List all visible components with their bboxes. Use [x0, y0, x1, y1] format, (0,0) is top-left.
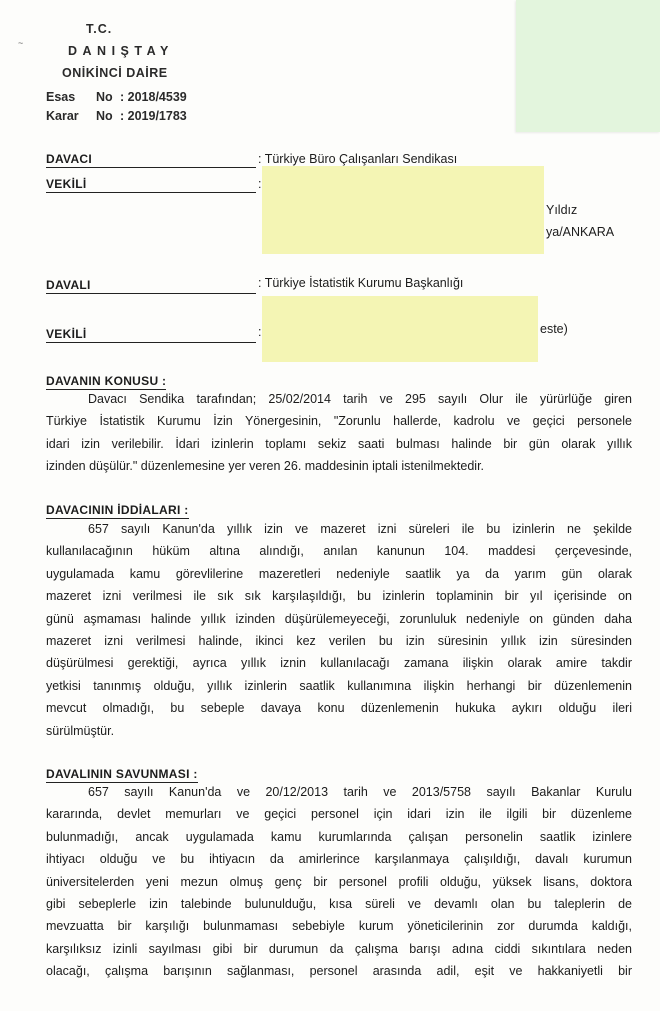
header-tc: T.C.: [86, 22, 113, 36]
body-line: uygulamada kamu görevlilerine mazeretleri nedeniyle saatlik ya da yarım gün olarak: [46, 566, 632, 581]
body-line: üniversitelerden yeni mezun olmuş genç bir personel profili olduğu, yüksek lisans, doktora: [46, 874, 632, 889]
body-line: karşılıksız izinli sayılması gibi bir durumun da çalışma barışı adına ciddi sıkıntılara neden: [46, 941, 632, 956]
body-line: Türkiye İstatistik Kurumu İzin Yönergesinin, "Zorunlu hallerde, kadrolu ve geçici personele: [46, 414, 632, 429]
body-line: Davacı Sendika tarafından; 25/02/2014 tarih ve 295 sayılı Olur ile yürürlüğe giren: [88, 392, 632, 406]
body-line: olacağı, çalışma barışının sağlanması, personel arasında adil, eşit ve hakkaniyetli bir: [46, 964, 632, 979]
vekili-label-2: VEKİLİ: [46, 327, 256, 343]
section-body-savunma: [46, 781, 632, 983]
karar-no-label: No: [96, 109, 113, 123]
body-line: kararında, devlet memurları ve geçici personel için idari izin ile ilgili bir düzenleme: [46, 807, 632, 822]
header-karar-row: [46, 109, 187, 123]
section-title-konu: DAVANIN KONUSU :: [46, 374, 167, 388]
vekili-value-1: :: [258, 177, 262, 191]
davaci-value: : Türkiye Büro Çalışanları Sendikası: [258, 152, 458, 166]
body-line: kullanılacağının hüküm altına alındığı, anılan kanunun 104. maddesi çerçevesinde,: [46, 544, 632, 559]
body-line: 657 sayılı Kanun'da yıllık izin ve mazeret izni süreleri ile bu izinlerin ne şekilde: [88, 522, 632, 536]
vekili-fragment-3: este): [540, 322, 568, 336]
vekili-label-1: VEKİLİ: [46, 177, 256, 193]
body-line: ihtiyacı olduğu ve bu ihtiyacın da amirlerince karşılanmaya çalışıldığı, davalı kurumun: [46, 852, 632, 867]
section-title-savunma: DAVALININ SAVUNMASI :: [46, 767, 198, 781]
header-department: ONİKİNCİ DAİRE: [62, 66, 168, 80]
davali-label: DAVALI: [46, 278, 256, 294]
body-line: yetkisi tanınmış olduğu, yıllık izinlerin saatlik kullanımına ilişkin herhangi bir düzenlemenin: [46, 678, 632, 693]
vekili-address-fragment-2: ya/ANKARA: [546, 225, 615, 239]
esas-no-label: No: [96, 90, 113, 104]
esas-value: : 2018/4539: [120, 90, 187, 104]
vekili-value-2: :: [258, 325, 262, 339]
header-esas-row: [46, 90, 187, 104]
karar-label: Karar: [46, 109, 79, 123]
body-line: 657 sayılı Kanun'da ve 20/12/2013 tarih ve 2013/5758 sayılı Bakanlar Kurulu: [88, 785, 632, 799]
karar-value: : 2019/1783: [120, 109, 187, 123]
body-line: izinden düşülür." düzenlemesine yer veren 26. maddesinin iptali istenilmektedir.: [46, 459, 485, 474]
vekili-address-fragment-1: Yıldız: [546, 203, 578, 217]
body-line: bulunmadığı, ancak uygulamada kamu kurumlarında çalışan personelin saatlik izinlere: [46, 829, 632, 844]
body-line: gibi sebeplerle izin talebinde bulunulduğu, kısa süreli ve devamlı olan bu taleplerin de: [46, 897, 632, 912]
esas-label: Esas: [46, 90, 76, 104]
pen-mark: ~: [18, 38, 24, 48]
body-line: mevcut olmadığı, bu sebeple davaya konu düzenlemenin hukuka aykırı olduğu ileri: [46, 701, 632, 716]
body-line: sürülmüştür.: [46, 723, 115, 738]
body-line: günü aşmaması halinde yıllık izinden düşürülemeyeceği, zorunluluk nedeniyle on günden daha: [46, 611, 632, 626]
header-court: DANIŞTAY: [68, 44, 174, 58]
body-line: idari izin verilebilir. İdari izinlerin toplamı sekiz saati bulması halinde bir gün olarak yıllık: [46, 436, 632, 451]
body-line: düşürülmesi gerektiği, ayrıca yıllık iznin kullanılacağı zamana ilişkin olarak amire takdir: [46, 656, 632, 671]
section-body-iddialar: [46, 518, 632, 742]
section-title-iddialar: DAVACININ İDDİALARI :: [46, 503, 189, 517]
sticky-note: [516, 0, 660, 132]
body-line: mevzuatta bir karşılığı bulunmaması sebebiyle kurum yöneticilerinin zor durumda kaldığı,: [46, 919, 632, 934]
davaci-label: DAVACI: [46, 152, 256, 168]
redaction-highlight-2: [262, 296, 538, 362]
body-line: mazeret izni verilmesi halinde, ikinci kez verilen bu izin süresinin yıllık izin süresinden: [46, 634, 632, 649]
body-line: mazeret izni verilmesi ile sık sık karşılaşıldığı, bu izinlerin toplaminin bir yıl içerisinde on: [46, 589, 632, 604]
redaction-highlight-1: [262, 166, 544, 254]
section-body-konu: [46, 388, 632, 478]
davali-value: : Türkiye İstatistik Kurumu Başkanlığı: [258, 276, 464, 290]
